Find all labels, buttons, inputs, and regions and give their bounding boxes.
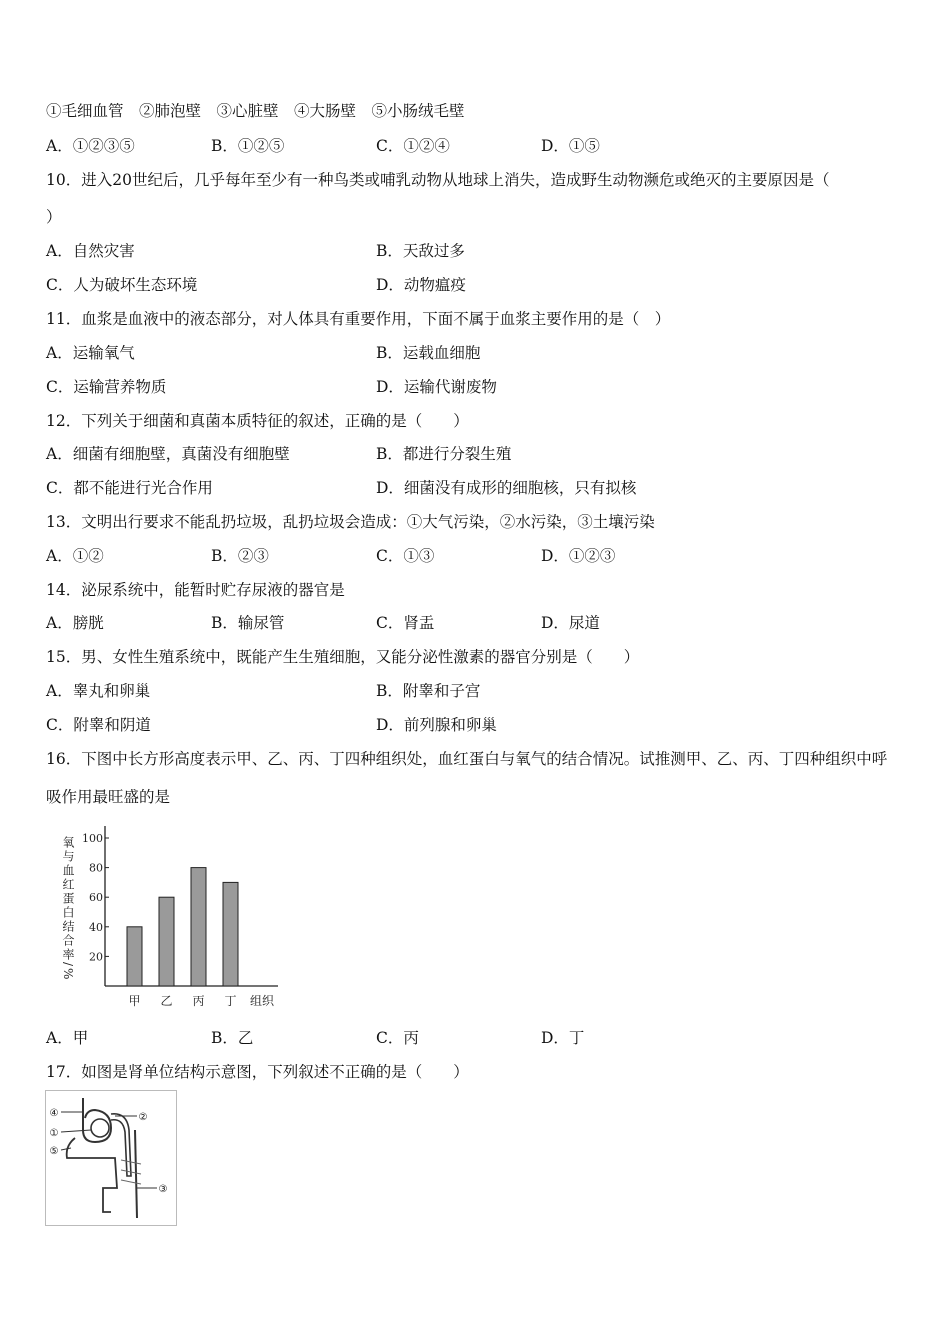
q16-option-d: D．丁 (541, 1029, 585, 1047)
bar-丁 (223, 882, 238, 986)
q15-stem: 15．男、女性生殖系统中，既能产生生殖细胞，又能分泌性激素的器官分别是（ ） (46, 648, 640, 666)
q14-option-d: D．尿道 (541, 614, 600, 632)
q15-option-c: C．附睾和阴道 (46, 716, 151, 734)
q11-stem: 11．血浆是血液中的液态部分，对人体具有重要作用，下面不属于血浆主要作用的是（ ） (46, 310, 671, 328)
q10-option-b: B．天敌过多 (376, 242, 465, 260)
q9-option-d: D．①⑤ (541, 137, 600, 155)
bar-丙 (191, 868, 206, 986)
q10-option-c: C．人为破坏生态环境 (46, 276, 198, 294)
label-5: ⑤ (49, 1146, 59, 1157)
label-3: ③ (158, 1184, 168, 1195)
q12-option-d: D．细菌没有成形的细胞核，只有拟核 (376, 479, 637, 497)
q11-option-a: A．运输氧气 (46, 344, 135, 362)
q16-stem-cont: 吸作用最旺盛的是 (46, 788, 171, 806)
q15-option-b: B．附睾和子宫 (376, 682, 481, 700)
collecting-duct (135, 1130, 137, 1218)
q12-stem: 12．下列关于细菌和真菌本质特征的叙述，正确的是（ ） (46, 412, 469, 430)
glomerulus (91, 1119, 109, 1137)
q10-option-a: A．自然灾害 (46, 242, 135, 260)
q12-option-b: B．都进行分裂生殖 (376, 445, 512, 463)
q13-option-a: A．①② (46, 547, 104, 565)
y-axis-label (61, 836, 75, 982)
y-tick-label: 100 (82, 832, 103, 845)
q11-option-c: C．运输营养物质 (46, 378, 167, 396)
q13-stem: 13．文明出行要求不能乱扔垃圾，乱扔垃圾会造成：①大气污染，②水污染，③土壤污染 (46, 513, 655, 531)
x-axis-label: 组织 (250, 994, 275, 1008)
q10-option-d: D．动物瘟疫 (376, 276, 466, 294)
q14-option-a: A．膀胱 (46, 614, 104, 632)
x-tick-label: 丙 (192, 994, 205, 1008)
q13-option-b: B．②③ (211, 547, 269, 565)
y-tick-label: 20 (89, 950, 103, 964)
q14-option-b: B．输尿管 (211, 614, 285, 632)
q15-option-d: D．前列腺和卵巢 (376, 716, 497, 734)
q13-option-c: C．①③ (376, 547, 435, 565)
label-1: ① (49, 1128, 59, 1139)
y-tick-label: 60 (89, 891, 103, 905)
q16-option-a: A．甲 (46, 1029, 89, 1047)
q9-choices-list: ①毛细血管 ②肺泡壁 ③心脏壁 ④大肠壁 ⑤小肠绒毛壁 (46, 102, 465, 120)
q12-option-c: C．都不能进行光合作用 (46, 479, 213, 497)
q9-option-a: A．①②③⑤ (46, 137, 135, 155)
renal-tubule (67, 1138, 117, 1212)
x-tick-label: 丁 (224, 994, 237, 1008)
label-1-leader (61, 1130, 91, 1132)
x-tick-label: 甲 (128, 994, 141, 1008)
q9-option-b: B．①②⑤ (211, 137, 285, 155)
label-5-leader (61, 1148, 71, 1150)
label-2: ② (138, 1112, 148, 1123)
bar-甲 (127, 927, 142, 986)
q11-option-d: D．运输代谢废物 (376, 378, 497, 396)
proximal-tubule (111, 1114, 131, 1176)
q13-option-d: D．①②③ (541, 547, 616, 565)
q12-option-a: A．细菌有细胞壁，真菌没有细胞壁 (46, 445, 290, 463)
q17-stem: 17．如图是肾单位结构示意图，下列叙述不正确的是（ ） (46, 1063, 469, 1081)
q11-option-b: B．运载血细胞 (376, 344, 481, 362)
q14-option-c: C．肾盂 (376, 614, 435, 632)
y-axis-label-text: 氧与血红蛋白结合率/% (61, 836, 75, 982)
bar-乙 (159, 897, 174, 986)
q16-stem: 16．下图中长方形高度表示甲、乙、丙、丁四种组织处，血红蛋白与氧气的结合情况。试推测甲、乙、丙、丁四种组织中呼 (46, 750, 888, 768)
nephron-diagram (45, 1090, 177, 1226)
label-4: ④ (49, 1108, 59, 1119)
q16-option-b: B．乙 (211, 1029, 254, 1047)
q14-stem: 14．泌尿系统中，能暂时贮存尿液的器官是 (46, 581, 345, 599)
oxygen-binding-bar-chart (60, 818, 290, 1018)
y-tick-label: 40 (89, 920, 103, 934)
q15-option-a: A．睾丸和卵巢 (46, 682, 151, 700)
q10-stem-end: ） (46, 208, 62, 226)
x-tick-label: 乙 (160, 994, 173, 1008)
q10-stem: 10．进入20世纪后，几乎每年至少有一种鸟类或哺乳动物从地球上消失，造成野生动物濒危或绝灭的主要原因是（ (46, 171, 830, 189)
q9-option-c: C．①②④ (376, 137, 450, 155)
q16-option-c: C．丙 (376, 1029, 419, 1047)
y-tick-label: 80 (89, 861, 103, 875)
